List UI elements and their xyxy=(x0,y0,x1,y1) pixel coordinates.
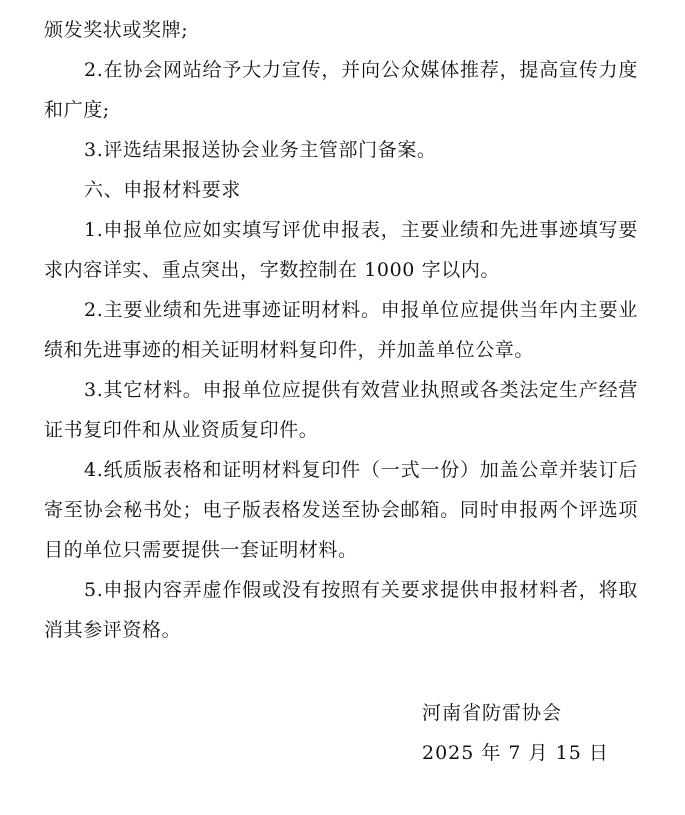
paragraph-paper-forms: 4.纸质版表格和证明材料复印件（一式一份）加盖公章并装订后寄至协会秘书处；电子版表格发送至协会邮箱。同时申报两个评选项目的单位只需要提供一套证明材料。 xyxy=(44,459,638,561)
paragraph-false-content: 5.申报内容弄虚作假或没有按照有关要求提供申报材料者，将取消其参评资格。 xyxy=(44,579,638,641)
paragraph-other-materials: 3.其它材料。申报单位应提供有效营业执照或各类法定生产经营证书复印件和从业资质复印件。 xyxy=(44,379,638,441)
paragraph-proof-materials: 2.主要业绩和先进事迹证明材料。申报单位应提供当年内主要业绩和先进事迹的相关证明材料复印件，并加盖单位公章。 xyxy=(44,299,638,361)
paragraph-fill-form: 1.申报单位应如实填写评优申报表，主要业绩和先进事迹填写要求内容详实、重点突出，字数控制在 1000 字以内。 xyxy=(44,219,638,281)
paragraph-website-promotion: 2.在协会网站给予大力宣传，并向公众媒体推荐，提高宣传力度和广度; xyxy=(44,59,638,121)
paragraph-report-filing: 3.评选结果报送协会业务主管部门备案。 xyxy=(84,139,437,161)
section-heading-materials-requirements: 六、申报材料要求 xyxy=(84,179,241,201)
paragraph-award-certificate: 颁发奖状或奖牌; xyxy=(44,19,189,41)
signature-date: 2025 年 7 月 15 日 xyxy=(422,742,609,764)
signature-organization: 河南省防雷协会 xyxy=(422,702,563,724)
